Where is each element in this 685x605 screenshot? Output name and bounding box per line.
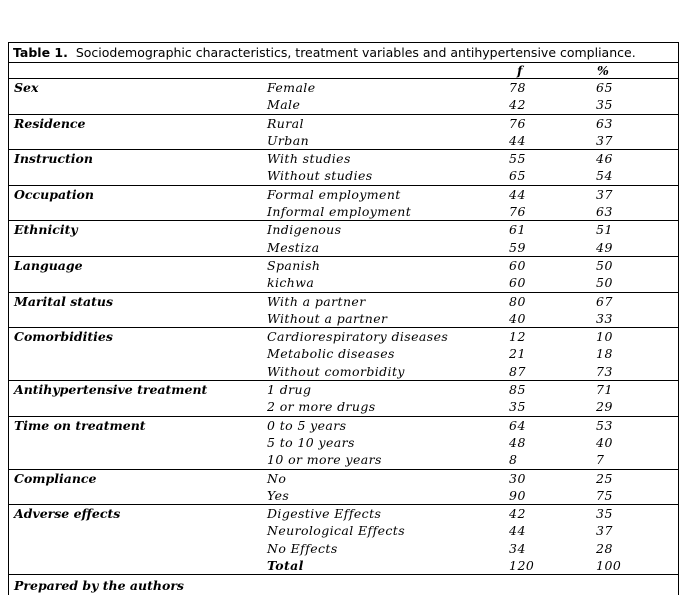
table-group [9, 328, 678, 381]
row-subcategory: Spanish [267, 257, 321, 273]
row-percent: 37 [596, 186, 613, 202]
caption-label: Table 1. [13, 45, 68, 60]
table-row [9, 96, 678, 113]
table-row [9, 150, 678, 167]
row-category: Antihypertensive treatment [14, 382, 208, 398]
row-subcategory: 10 or more years [267, 452, 382, 468]
row-subcategory: Urban [267, 132, 310, 148]
table-row [9, 257, 678, 274]
table-row [9, 487, 678, 504]
row-percent: 37 [596, 523, 613, 539]
row-frequency: 44 [509, 186, 526, 202]
row-frequency: 90 [509, 487, 526, 503]
row-frequency: 120 [509, 558, 535, 574]
table-row [9, 274, 678, 291]
table-group [9, 221, 678, 257]
row-category: Adverse effects [14, 506, 121, 522]
table-group [9, 150, 678, 186]
row-frequency: 44 [509, 523, 526, 539]
table-row [9, 167, 678, 184]
row-percent: 75 [596, 487, 613, 503]
row-percent: 29 [596, 399, 613, 415]
footer-note: Prepared by the authors [14, 578, 184, 594]
table-group [9, 115, 678, 151]
row-frequency: 42 [509, 97, 526, 113]
row-percent: 18 [596, 346, 613, 362]
row-subcategory: Total [267, 558, 304, 574]
table-row [9, 398, 678, 415]
table-row [9, 79, 678, 96]
row-percent: 53 [596, 417, 613, 433]
column-header [9, 63, 678, 79]
table-row [9, 363, 678, 380]
row-category: Marital status [14, 293, 114, 309]
total-row [9, 557, 678, 574]
row-frequency: 60 [509, 275, 526, 291]
row-subcategory: Formal employment [267, 186, 401, 202]
column-header-f: f [517, 63, 523, 78]
row-frequency: 80 [509, 293, 526, 309]
row-percent: 73 [596, 363, 613, 379]
row-subcategory: No Effects [267, 540, 338, 556]
row-frequency: 8 [509, 452, 518, 468]
row-category: Language [14, 257, 83, 273]
row-percent: 63 [596, 204, 613, 220]
row-frequency: 59 [509, 239, 526, 255]
row-category: Ethnicity [14, 222, 78, 238]
table-row [9, 115, 678, 132]
row-category: Occupation [14, 186, 94, 202]
row-percent: 54 [596, 168, 613, 184]
row-subcategory: 1 drug [267, 382, 312, 398]
table-row [9, 417, 678, 434]
row-frequency: 48 [509, 434, 526, 450]
row-frequency: 55 [509, 151, 526, 167]
row-percent: 49 [596, 239, 613, 255]
row-percent: 46 [596, 151, 613, 167]
table-group [9, 257, 678, 293]
row-subcategory: With studies [267, 151, 351, 167]
row-percent: 28 [596, 540, 613, 556]
row-subcategory: 0 to 5 years [267, 417, 347, 433]
column-header-percent: % [597, 63, 610, 78]
table-group [9, 470, 678, 506]
row-frequency: 34 [509, 540, 526, 556]
row-subcategory: Without studies [267, 168, 373, 184]
row-subcategory: Rural [267, 115, 304, 131]
row-category: Sex [14, 80, 39, 95]
row-category: Compliance [14, 470, 97, 486]
row-percent: 10 [596, 329, 613, 345]
row-frequency: 60 [509, 257, 526, 273]
row-percent: 50 [596, 257, 613, 273]
table-group [9, 381, 678, 417]
table-row [9, 221, 678, 238]
row-frequency: 44 [509, 132, 526, 148]
row-frequency: 40 [509, 310, 526, 326]
table-group [9, 79, 678, 115]
row-percent: 71 [596, 382, 613, 398]
row-frequency: 21 [509, 346, 526, 362]
table-row [9, 470, 678, 487]
table-row [9, 328, 678, 345]
row-subcategory: Without a partner [267, 310, 388, 326]
table-row [9, 540, 678, 557]
table-row [9, 434, 678, 451]
row-percent: 37 [596, 132, 613, 148]
row-percent: 25 [596, 470, 613, 486]
row-percent: 40 [596, 434, 613, 450]
table-row [9, 239, 678, 256]
table-row [9, 451, 678, 468]
row-frequency: 35 [509, 399, 526, 415]
row-category: Comorbidities [14, 329, 113, 345]
row-subcategory: Cardiorespiratory diseases [267, 329, 449, 345]
row-percent: 50 [596, 275, 613, 291]
row-subcategory: Female [267, 80, 316, 95]
table-row [9, 203, 678, 220]
row-subcategory: Yes [267, 487, 290, 503]
row-frequency: 42 [509, 506, 526, 522]
row-subcategory: 2 or more drugs [267, 399, 376, 415]
row-frequency: 12 [509, 329, 526, 345]
row-percent: 51 [596, 222, 613, 238]
row-subcategory: Digestive Effects [267, 506, 382, 522]
row-subcategory: Male [267, 97, 301, 113]
table-row [9, 381, 678, 398]
row-subcategory: With a partner [267, 293, 366, 309]
table-row [9, 132, 678, 149]
row-percent: 7 [596, 452, 605, 468]
row-category: Residence [14, 115, 86, 131]
row-subcategory: kichwa [267, 275, 315, 291]
table-group [9, 417, 678, 470]
table-row [9, 345, 678, 362]
row-category: Time on treatment [14, 417, 146, 433]
table-group [9, 505, 678, 575]
row-frequency: 61 [509, 222, 526, 238]
table-body [9, 79, 678, 575]
row-percent: 63 [596, 115, 613, 131]
table-row [9, 293, 678, 310]
row-subcategory: Indigenous [267, 222, 342, 238]
row-frequency: 78 [509, 80, 526, 95]
row-subcategory: Mestiza [267, 239, 320, 255]
row-percent: 67 [596, 293, 613, 309]
row-frequency: 30 [509, 470, 526, 486]
row-frequency: 76 [509, 115, 526, 131]
row-percent: 33 [596, 310, 613, 326]
row-percent: 35 [596, 97, 613, 113]
table-footer [9, 575, 678, 595]
table-group [9, 293, 678, 329]
row-frequency: 64 [509, 417, 526, 433]
row-frequency: 76 [509, 204, 526, 220]
row-subcategory: Informal employment [267, 204, 412, 220]
row-percent: 65 [596, 80, 613, 95]
table-row [9, 310, 678, 327]
caption-text: Sociodemographic characteristics, treatment variables and antihypertensive compliance. [75, 45, 636, 60]
table-caption [9, 43, 678, 63]
data-table [8, 42, 679, 595]
row-subcategory: 5 to 10 years [267, 434, 355, 450]
table-row [9, 186, 678, 203]
table-row [9, 522, 678, 539]
row-subcategory: No [267, 470, 287, 486]
table-group [9, 186, 678, 222]
row-subcategory: Neurological Effects [267, 523, 406, 539]
table-row [9, 505, 678, 522]
row-frequency: 65 [509, 168, 526, 184]
row-category: Instruction [14, 151, 93, 167]
row-frequency: 85 [509, 382, 526, 398]
row-subcategory: Without comorbidity [267, 363, 405, 379]
row-frequency: 87 [509, 363, 526, 379]
row-percent: 35 [596, 506, 613, 522]
row-subcategory: Metabolic diseases [267, 346, 395, 362]
row-percent: 100 [596, 558, 622, 574]
